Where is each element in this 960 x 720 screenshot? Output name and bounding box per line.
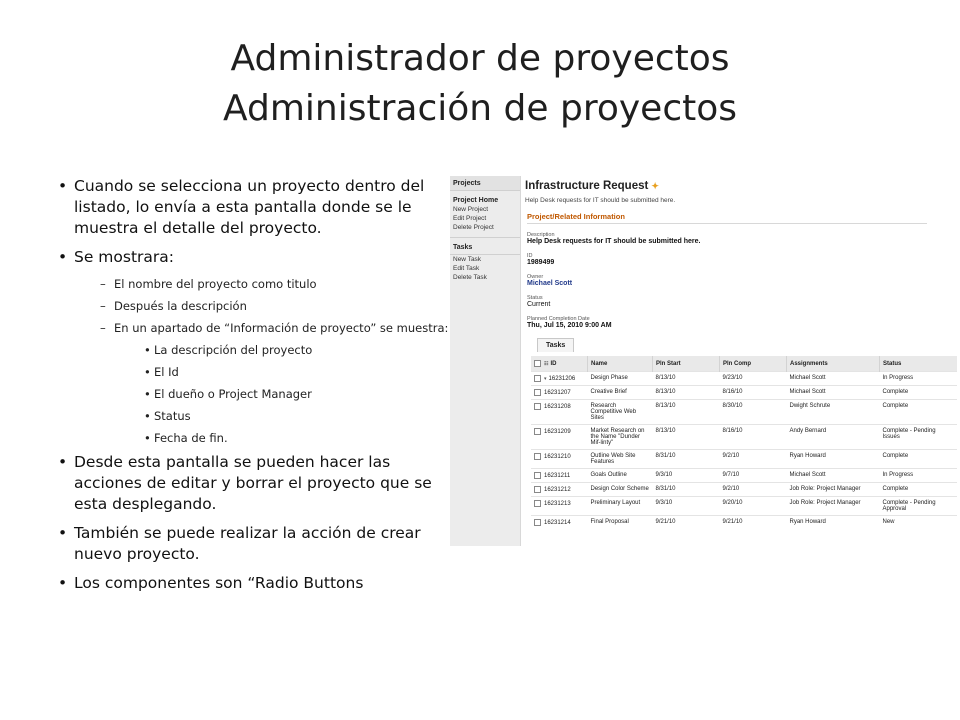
sub-sub-bullet-item: • Fecha de fin. <box>58 430 453 446</box>
sidebar-header: Projects <box>450 176 520 191</box>
cell-text: Complete <box>882 486 909 493</box>
cell-text: 9/23/10 <box>722 375 743 382</box>
section-title: Project/Related Information <box>527 212 927 224</box>
help-text: Help Desk requests for IT should be submitted here. <box>525 197 676 204</box>
cell-text: Dwight Schrute <box>789 403 831 410</box>
table-cell <box>588 400 653 425</box>
select-all-checkbox[interactable] <box>534 360 541 367</box>
tab-bar <box>537 338 574 352</box>
row-checkbox[interactable] <box>534 472 541 479</box>
cell-text: 9/2/10 <box>722 453 740 460</box>
sidebar-item-new-project[interactable]: New Project <box>453 206 489 213</box>
column-header-pln-start[interactable]: Pln Start <box>653 356 720 372</box>
cell-text: Ryan Howard <box>789 453 826 460</box>
table-row[interactable] <box>531 483 957 497</box>
cell-text: 16231209 <box>544 429 571 436</box>
table-cell <box>588 450 653 469</box>
sidebar <box>450 176 521 546</box>
cell-text: Job Role: Project Manager <box>789 500 861 507</box>
table-cell <box>588 469 653 483</box>
table-cell <box>720 483 787 497</box>
slide-title-line1: Administrador de proyectos <box>230 38 730 79</box>
row-checkbox[interactable] <box>534 453 541 460</box>
table-cell <box>880 469 958 483</box>
cell-text: 8/31/10 <box>655 486 676 493</box>
cell-text: Design Phase <box>590 375 628 382</box>
cell-text: In Progress <box>882 472 914 479</box>
column-header-assignments[interactable]: Assignments <box>787 356 880 372</box>
table-cell <box>880 425 958 450</box>
cell-text: Michael Scott <box>789 472 826 479</box>
cell-text: 16231212 <box>544 487 571 494</box>
table-cell <box>720 372 787 386</box>
cell-text: Michael Scott <box>789 389 826 396</box>
id-label: ID <box>527 253 533 259</box>
sidebar-item-delete-project[interactable]: Delete Project <box>453 224 494 231</box>
cell-text: 9/21/10 <box>722 519 743 526</box>
table-cell <box>787 386 880 400</box>
table-cell <box>787 450 880 469</box>
app-screenshot <box>450 176 958 546</box>
cell-text: 16231214 <box>544 520 571 527</box>
table-cell <box>531 400 588 425</box>
table-cell <box>787 372 880 386</box>
table-cell <box>720 425 787 450</box>
table-row[interactable] <box>531 372 957 386</box>
completion-value: Thu, Jul 15, 2010 9:00 AM <box>527 322 612 329</box>
table-cell <box>653 483 720 497</box>
bullet-item: • Los componentes son “Radio Buttons <box>58 573 453 594</box>
sub-bullet-text: Después la descripción <box>114 299 247 313</box>
sub-bullet-item: – Después la descripción <box>100 299 247 313</box>
table-cell <box>653 400 720 425</box>
cell-text: Complete - Pending Approval <box>882 500 936 513</box>
table-cell <box>880 400 958 425</box>
completion-label: Planned Completion Date <box>527 316 590 322</box>
project-title-text: Infrastructure Request <box>525 180 649 192</box>
bullet-item: • También se puede realizar la acción de crear nuevo proyecto. <box>58 523 453 565</box>
bullet-item: • Desde esta pantalla se pueden hacer las acciones de editar y borrar el proyecto que se esta desplegando. <box>58 452 453 515</box>
table-cell <box>720 497 787 516</box>
table-row[interactable] <box>531 400 957 425</box>
cell-text: 8/13/10 <box>655 428 676 435</box>
column-header-status[interactable]: Status <box>880 356 958 372</box>
cell-text: Design Color Scheme <box>590 486 649 493</box>
tasks-table-body <box>531 372 957 530</box>
cell-text: 8/31/10 <box>655 453 676 460</box>
cell-text: New <box>882 519 895 526</box>
star-icon[interactable]: ✦ <box>651 181 659 191</box>
table-cell <box>787 400 880 425</box>
cell-text: Job Role: Project Manager <box>789 486 861 493</box>
table-cell <box>653 497 720 516</box>
table-row[interactable] <box>531 450 957 469</box>
table-cell <box>531 516 588 530</box>
cell-text: In Progress <box>882 375 914 382</box>
sub-sub-bullet-item: • El dueño o Project Manager <box>58 386 453 402</box>
table-cell <box>653 516 720 530</box>
table-cell <box>787 425 880 450</box>
table-row[interactable] <box>531 516 957 530</box>
table-cell <box>653 469 720 483</box>
row-checkbox[interactable] <box>534 519 541 526</box>
sort-icon[interactable]: ☷ <box>544 361 549 368</box>
cell-text: 16231207 <box>544 390 571 397</box>
cell-text: 8/16/10 <box>722 428 743 435</box>
table-cell <box>588 483 653 497</box>
cell-text: Complete <box>882 403 909 410</box>
slide-title-line2: Administración de proyectos <box>222 88 738 129</box>
cell-text: Market Research on the Name "Dunder Mif-linty" <box>590 428 645 447</box>
table-cell <box>531 425 588 450</box>
sub-bullet-item: – En un apartado de “Información de proyecto” se muestra: <box>100 321 449 335</box>
row-checkbox[interactable] <box>534 403 541 410</box>
tab-tasks[interactable]: Tasks <box>537 338 574 352</box>
table-cell <box>588 516 653 530</box>
cell-text: Research Competitive Web Sites <box>590 403 637 422</box>
cell-text: Creative Brief <box>590 389 627 396</box>
table-cell <box>531 450 588 469</box>
owner-value[interactable]: Michael Scott <box>527 280 573 287</box>
cell-text: 16231213 <box>544 501 571 508</box>
sub-sub-bullet-item: • La descripción del proyecto <box>58 342 453 358</box>
sidebar-item-project-home[interactable]: Project Home <box>453 197 499 204</box>
table-row[interactable] <box>531 425 957 450</box>
sub-sub-bullet-item: • El Id <box>58 364 453 380</box>
status-value: Current <box>527 301 551 308</box>
table-cell <box>653 386 720 400</box>
status-label: Status <box>527 295 543 301</box>
cell-text: 8/13/10 <box>655 403 676 410</box>
cell-text: 8/16/10 <box>722 389 743 396</box>
sub-sub-bullet-item: • Status <box>58 408 453 424</box>
sidebar-item-delete-task[interactable]: Delete Task <box>453 274 487 281</box>
cell-text: Michael Scott <box>789 375 826 382</box>
sidebar-item-edit-task[interactable]: Edit Task <box>453 265 480 272</box>
column-header-name[interactable]: Name <box>588 356 653 372</box>
description-value: Help Desk requests for IT should be submitted here. <box>527 238 701 245</box>
table-cell <box>720 450 787 469</box>
sub-bullet-text: El nombre del proyecto como titulo <box>114 277 317 291</box>
table-cell <box>787 469 880 483</box>
row-menu-icon[interactable]: ▾ <box>544 376 547 383</box>
table-cell <box>880 386 958 400</box>
table-cell <box>653 425 720 450</box>
cell-text: Andy Bernard <box>789 428 827 435</box>
bullet-list <box>58 176 453 602</box>
table-row[interactable] <box>531 497 957 516</box>
table-cell <box>588 386 653 400</box>
cell-text: 8/30/10 <box>722 403 743 410</box>
table-cell <box>787 483 880 497</box>
cell-text: 16231210 <box>544 454 571 461</box>
id-value: 1989499 <box>527 259 555 266</box>
cell-text: Complete <box>882 453 909 460</box>
cell-text: 9/3/10 <box>655 472 673 479</box>
table-cell <box>880 372 958 386</box>
tasks-table <box>531 356 957 529</box>
sidebar-item-edit-project[interactable]: Edit Project <box>453 215 487 222</box>
cell-text: 9/21/10 <box>655 519 676 526</box>
cell-text: Ryan Howard <box>789 519 826 526</box>
table-cell <box>880 483 958 497</box>
table-cell <box>653 450 720 469</box>
column-header-id-label: ID <box>550 361 557 368</box>
cell-text: 16231206 <box>548 376 576 383</box>
row-checkbox[interactable] <box>534 486 541 493</box>
cell-text: 16231208 <box>544 404 571 411</box>
cell-text: 9/2/10 <box>722 486 740 493</box>
main-content <box>525 176 958 546</box>
cell-text: Complete <box>882 389 909 396</box>
table-cell <box>588 497 653 516</box>
sidebar-tasks-header: Tasks <box>453 244 473 251</box>
table-cell <box>653 372 720 386</box>
table-cell <box>531 469 588 483</box>
table-cell <box>720 469 787 483</box>
table-row[interactable] <box>531 386 957 400</box>
description-label: Description <box>527 232 555 238</box>
table-cell <box>787 497 880 516</box>
row-checkbox[interactable] <box>534 389 541 396</box>
cell-text: Outline Web Site Features <box>590 453 636 466</box>
cell-text: 9/20/10 <box>722 500 743 507</box>
column-header-id <box>531 356 588 372</box>
cell-text: 9/3/10 <box>655 500 673 507</box>
owner-label: Owner <box>527 274 544 280</box>
table-cell <box>880 516 958 530</box>
bullet-item: • Cuando se selecciona un proyecto dentro del listado, lo envía a esta pantalla donde se le muestra el detalle del proyecto. <box>58 176 453 239</box>
bullet-item: • Se mostrara: <box>58 247 453 268</box>
row-checkbox[interactable] <box>534 428 541 435</box>
table-cell <box>531 372 588 386</box>
sub-bullet-text: En un apartado de “Información de proyecto” se muestra: <box>114 321 449 335</box>
sub-bullet-item: – El nombre del proyecto como titulo <box>100 277 317 291</box>
table-cell <box>880 450 958 469</box>
cell-text: 8/13/10 <box>655 389 676 396</box>
table-row[interactable] <box>531 469 957 483</box>
table-cell <box>720 386 787 400</box>
sidebar-item-new-task[interactable]: New Task <box>453 256 482 263</box>
row-checkbox[interactable] <box>534 500 541 507</box>
table-cell <box>531 483 588 497</box>
table-cell <box>531 497 588 516</box>
cell-text: Preliminary Layout <box>590 500 641 507</box>
column-header-pln-comp[interactable]: Pln Comp <box>720 356 787 372</box>
table-cell <box>588 425 653 450</box>
cell-text: 8/13/10 <box>655 375 676 382</box>
table-header-row <box>531 356 957 372</box>
cell-text: 16231211 <box>544 473 571 480</box>
slide-title <box>0 34 960 134</box>
cell-text: Final Proposal <box>590 519 629 526</box>
cell-text: 9/7/10 <box>722 472 740 479</box>
table-cell <box>531 386 588 400</box>
table-cell <box>720 516 787 530</box>
row-checkbox[interactable] <box>534 375 541 382</box>
table-cell <box>880 497 958 516</box>
table-cell <box>720 400 787 425</box>
cell-text: Goals Outline <box>590 472 627 479</box>
cell-text: Complete - Pending Issues <box>882 428 936 441</box>
table-cell <box>787 516 880 530</box>
table-cell <box>588 372 653 386</box>
project-title <box>525 180 659 192</box>
